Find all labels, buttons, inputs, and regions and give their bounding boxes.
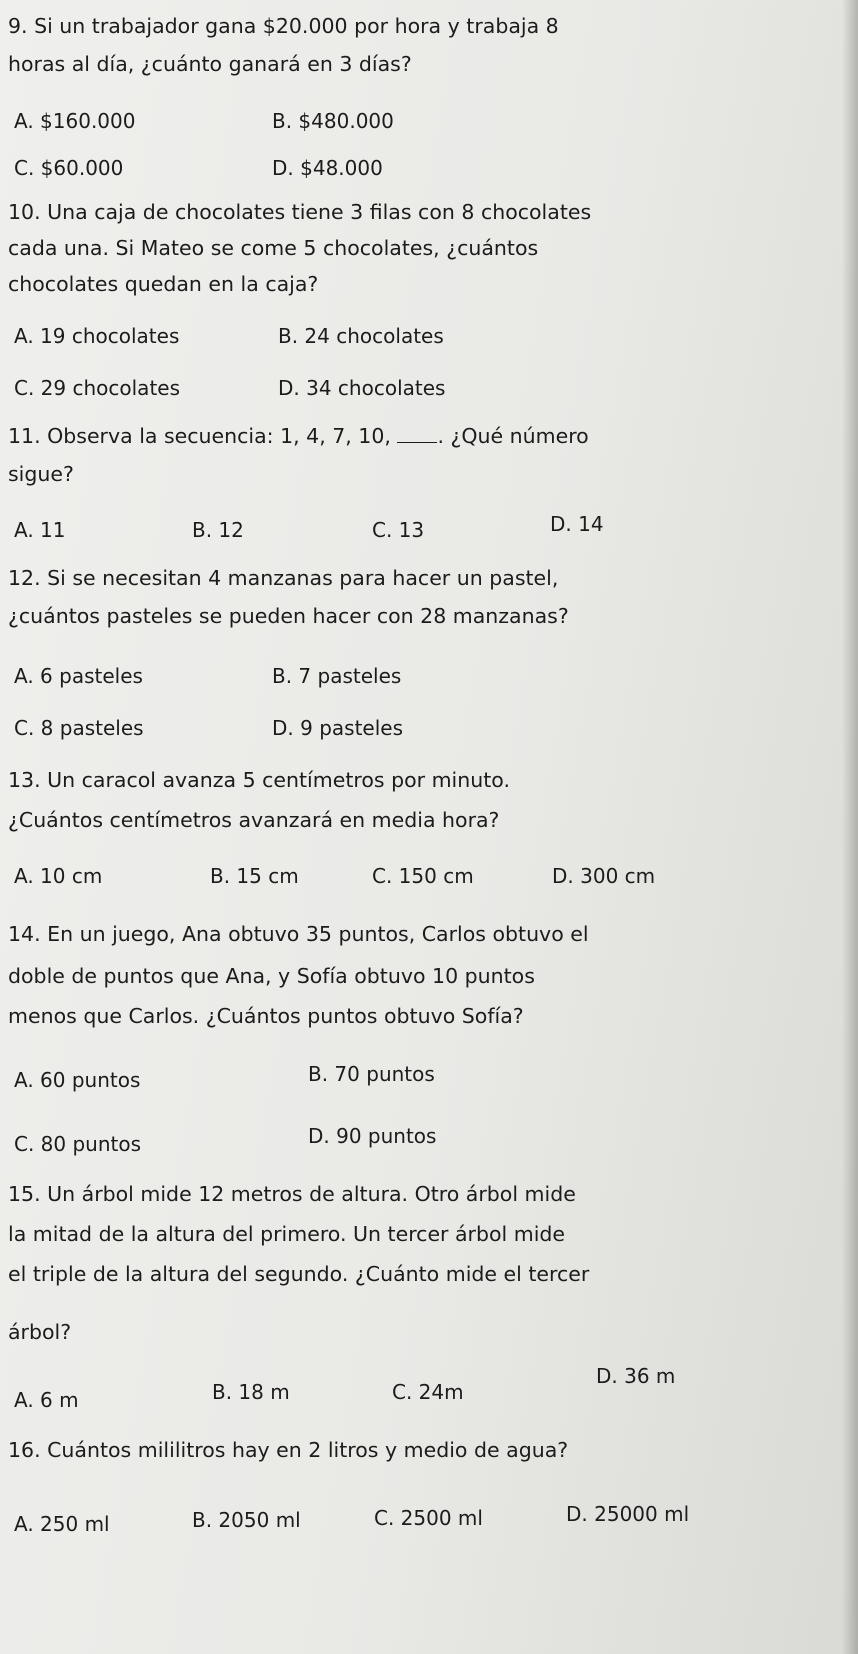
question-10-option-d: D. 34 chocolates [278, 376, 446, 400]
question-12-line-1: 12. Si se necesitan 4 manzanas para hacer un pastel, [8, 566, 559, 590]
question-10-line-1: 10. Una caja de chocolates tiene 3 filas con 8 chocolates [8, 200, 592, 224]
question-15-line-2: la mitad de la altura del primero. Un tercer árbol mide [8, 1222, 566, 1246]
question-15-option-d: D. 36 m [596, 1364, 676, 1388]
question-11-option-a: A. 11 [14, 518, 66, 542]
page-edge-shadow [842, 0, 858, 1654]
question-14-option-a: A. 60 puntos [14, 1068, 141, 1092]
question-13-line-2: ¿Cuántos centímetros avanzará en media hora? [8, 808, 500, 832]
question-13-option-c: C. 150 cm [372, 864, 474, 888]
question-9-option-a: A. $160.000 [14, 109, 136, 133]
question-15-line-1: 15. Un árbol mide 12 metros de altura. Otro árbol mide [8, 1182, 576, 1206]
question-15-option-a: A. 6 m [14, 1388, 79, 1412]
question-13-option-d: D. 300 cm [552, 864, 656, 888]
question-11-option-c: C. 13 [372, 518, 425, 542]
question-9-line-1: 9. Si un trabajador gana $20.000 por hora y trabaja 8 [8, 14, 559, 38]
question-14-line-1: 14. En un juego, Ana obtuvo 35 puntos, Carlos obtuvo el [8, 922, 589, 946]
question-11-option-d: D. 14 [550, 512, 604, 536]
question-11-line-2: sigue? [8, 462, 74, 486]
question-9-option-b: B. $480.000 [272, 109, 394, 133]
question-14-line-3: menos que Carlos. ¿Cuántos puntos obtuvo Sofía? [8, 1004, 524, 1028]
question-16-option-b: B. 2050 ml [192, 1508, 301, 1532]
question-14-option-b: B. 70 puntos [308, 1062, 435, 1086]
question-10-line-2: cada una. Si Mateo se come 5 chocolates, ¿cuántos [8, 236, 539, 260]
question-15-option-b: B. 18 m [212, 1380, 290, 1404]
question-14-line-2: doble de puntos que Ana, y Sofía obtuvo 10 puntos [8, 964, 535, 988]
question-15-option-c: C. 24m [392, 1380, 464, 1404]
question-14-option-d: D. 90 puntos [308, 1124, 437, 1148]
question-12-option-a: A. 6 pasteles [14, 664, 143, 688]
question-12-option-c: C. 8 pasteles [14, 716, 144, 740]
question-9-line-2: horas al día, ¿cuánto ganará en 3 días? [8, 52, 412, 76]
question-13-option-a: A. 10 cm [14, 864, 103, 888]
question-11-text-before-blank: 11. Observa la secuencia: 1, 4, 7, 10, [8, 424, 391, 448]
question-16-option-a: A. 250 ml [14, 1512, 110, 1536]
question-9-option-c: C. $60.000 [14, 156, 124, 180]
question-10-option-a: A. 19 chocolates [14, 324, 180, 348]
question-9-option-d: D. $48.000 [272, 156, 383, 180]
question-13-line-1: 13. Un caracol avanza 5 centímetros por minuto. [8, 768, 510, 792]
answer-blank [397, 424, 437, 443]
question-10-option-c: C. 29 chocolates [14, 376, 181, 400]
question-13-option-b: B. 15 cm [210, 864, 299, 888]
question-12-option-d: D. 9 pasteles [272, 716, 403, 740]
question-10-option-b: B. 24 chocolates [278, 324, 444, 348]
question-11-text-after-blank: . ¿Qué número [437, 424, 589, 448]
question-14-option-c: C. 80 puntos [14, 1132, 142, 1156]
question-15-line-4: árbol? [8, 1320, 72, 1344]
question-11-option-b: B. 12 [192, 518, 244, 542]
question-12-option-b: B. 7 pasteles [272, 664, 402, 688]
question-16-option-d: D. 25000 ml [566, 1502, 690, 1526]
question-15-line-3: el triple de la altura del segundo. ¿Cuánto mide el tercer [8, 1262, 590, 1286]
question-11-line-1 [8, 424, 589, 448]
question-10-line-3: chocolates quedan en la caja? [8, 272, 319, 296]
question-16-line-1: 16. Cuántos mililitros hay en 2 litros y medio de agua? [8, 1438, 569, 1462]
question-12-line-2: ¿cuántos pasteles se pueden hacer con 28 manzanas? [8, 604, 569, 628]
question-16-option-c: C. 2500 ml [374, 1506, 483, 1530]
